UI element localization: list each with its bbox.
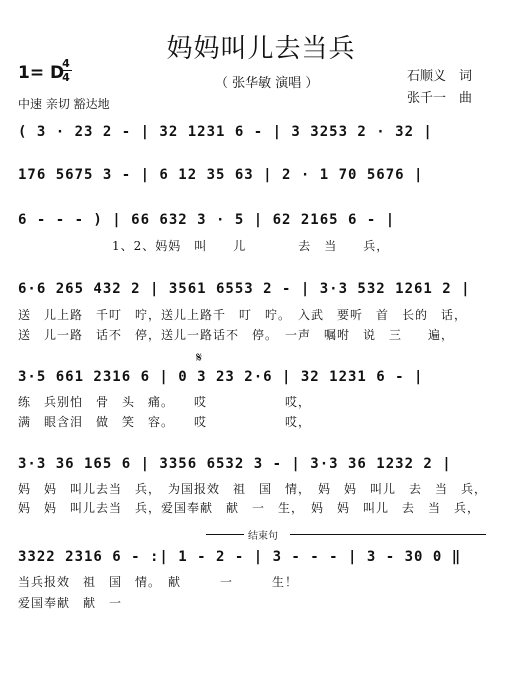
ending-label: 结束句 (246, 527, 280, 542)
meter-top: 4 (62, 57, 70, 70)
notation-line: 3·3 36 165 6 | 3356 6532 3 - | 3·3 36 1232 2 | (18, 456, 452, 472)
score-row-2 (18, 167, 504, 187)
tempo-marking: 中速 亲切 豁达地 (18, 97, 110, 111)
notation-line: 6 - - - ) | 66 632 3 · 5 | 62 2165 6 - | (18, 212, 396, 228)
score-row-5 (18, 369, 504, 389)
notation-line: 176 5675 3 - | 6 12 35 63 | 2 · 1 70 5676 | (18, 167, 424, 183)
song-title: 妈妈叫儿去当兵 (166, 34, 356, 64)
lyric-line: 1、2、妈妈 叫 儿 去 当 兵， (112, 239, 390, 253)
notation-line: ( 3 · 23 2 - | 32 1231 6 - | 3 3253 2 · 32 | (18, 124, 433, 140)
score-row-3 (18, 212, 504, 232)
lyric-line: 妈 妈 叫儿去当 兵， 为国报效 祖 国 情， 妈 妈 叫儿 去 当 兵， (18, 482, 488, 496)
lyric-line: 送 儿上路 千叮 咛，送儿上路千 叮 咛。 入武 要听 首 长的 话， (18, 308, 468, 322)
composer-credit: 张千一 曲 (407, 91, 473, 106)
time-signature (60, 58, 72, 83)
score-row-1 (18, 124, 504, 144)
lyricist-credit: 石顺义 词 (407, 69, 473, 84)
segno-sign: 𝄋 (196, 350, 203, 366)
score-row-4 (18, 281, 504, 301)
lyric-line: 练 兵别怕 骨 头 痛。 哎 哎， (18, 395, 312, 409)
key-signature: 1= D (18, 63, 65, 83)
lyric-line: 送 儿一路 话不 停，送儿一路话不 停。 一声 嘱咐 说 三 遍， (18, 328, 455, 342)
score-row-6 (18, 456, 504, 476)
singer-credit: （ 张华敏 演唱 ） (215, 76, 319, 91)
notation-line: 3322 2316 6 - :| 1 - 2 - | 3 - - - | 3 - 30 0 ‖ (18, 549, 462, 565)
lyric-line: 当兵报效 祖 国 情。 献 一 生！ (18, 575, 299, 589)
lyric-line: 妈 妈 叫儿去当 兵，爱国奉献 献 一 生， 妈 妈 叫儿 去 当 兵， (18, 501, 481, 515)
notation-line: 3·5 661 2316 6 | 0 3 23 2·6 | 32 1231 6 - | (18, 369, 424, 385)
score-row-7 (18, 549, 504, 569)
meter-bottom: 4 (62, 71, 70, 84)
lyric-line: 爱国奉献 献 一 (18, 596, 123, 610)
lyric-line: 满 眼含泪 做 笑 容。 哎 哎， (18, 415, 312, 429)
notation-line: 6·6 265 432 2 | 3561 6553 2 - | 3·3 532 1261 2 | (18, 281, 471, 297)
